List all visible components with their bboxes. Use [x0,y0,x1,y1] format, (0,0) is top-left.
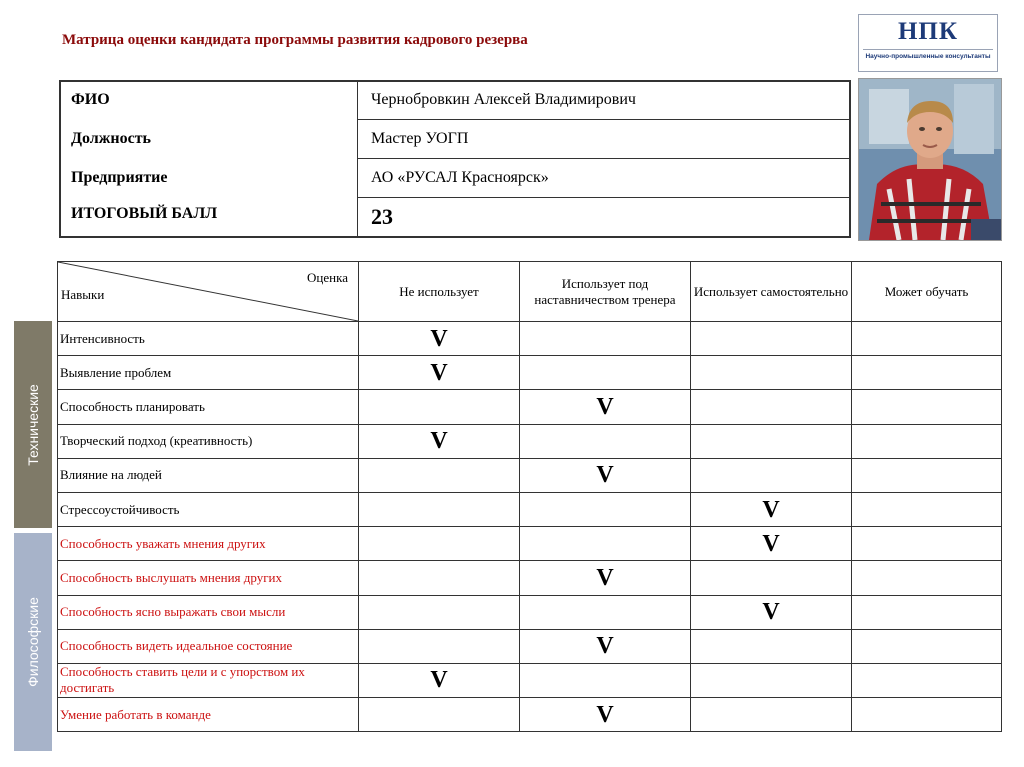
company-label: Предприятие [71,169,168,186]
column-header: Использует самостоятельно [691,262,852,322]
rating-cell [691,390,852,424]
rating-cell [691,322,852,356]
group-technical [14,321,52,528]
rating-check-mark: V [691,595,852,629]
logo-subtitle: Научно-промышленные консультанты [863,49,993,60]
score-value: 23 [371,204,393,229]
fio-label: ФИО [71,91,110,108]
rating-check-mark: V [520,698,691,732]
rating-cell [852,492,1002,526]
corner-label-rating: Оценка [307,270,348,285]
rating-check-mark: V [520,561,691,595]
info-row-divider [357,158,849,159]
rating-cell [359,698,520,732]
skill-name: Способность ставить цели и с упорством их достигать [58,663,359,697]
table-row [58,322,1002,356]
candidate-photo-image [859,79,1001,240]
table-row [58,527,1002,561]
column-header: Может обучать [852,262,1002,322]
table-row [58,390,1002,424]
group-philosophical [14,533,52,751]
rating-check-mark: V [520,629,691,663]
skill-name: Стрессоустойчивость [58,492,359,526]
table-row [58,698,1002,732]
matrix-header-row [58,262,1002,322]
rating-cell [520,356,691,390]
rating-cell [520,527,691,561]
skill-name: Способность выслушать мнения других [58,561,359,595]
skill-name: Влияние на людей [58,458,359,492]
position-value: Мастер УОГП [371,130,469,147]
rating-cell [691,629,852,663]
rating-cell [852,458,1002,492]
rating-cell [359,390,520,424]
rating-check-mark: V [691,527,852,561]
column-header: Не использует [359,262,520,322]
skill-name: Способность видеть идеальное состояние [58,629,359,663]
rating-check-mark: V [520,390,691,424]
rating-cell [691,424,852,458]
rating-cell [691,561,852,595]
skills-matrix [57,261,1002,732]
skill-name: Выявление проблем [58,356,359,390]
rating-cell [852,322,1002,356]
rating-check-mark: V [359,424,520,458]
rating-cell [852,424,1002,458]
table-row [58,663,1002,697]
table-row [58,561,1002,595]
corner-label-skills: Навыки [61,287,105,302]
info-row-divider [357,119,849,120]
skill-name: Способность уважать мнения других [58,527,359,561]
page-title: Матрица оценки кандидата программы развития кадрового резерва [62,32,528,48]
rating-cell [691,663,852,697]
info-row-divider [357,197,849,198]
rating-cell [691,458,852,492]
rating-check-mark: V [359,663,520,697]
rating-cell [852,629,1002,663]
logo-text: НПК [897,18,959,45]
candidate-info-table [59,80,851,238]
table-row [58,629,1002,663]
rating-cell [852,390,1002,424]
rating-cell [852,663,1002,697]
rating-cell [520,322,691,356]
rating-cell [359,458,520,492]
company-value: АО «РУСАЛ Красноярск» [371,169,549,186]
rating-cell [359,527,520,561]
rating-cell [852,561,1002,595]
rating-cell [359,595,520,629]
table-row [58,458,1002,492]
group-technical-label: Технические [25,383,41,466]
table-row [58,492,1002,526]
column-header: Использует под наставничеством тренера [520,262,691,322]
rating-cell [852,595,1002,629]
rating-cell [520,663,691,697]
skill-name: Способность ясно выражать свои мысли [58,595,359,629]
rating-cell [359,492,520,526]
info-divider [357,82,358,236]
rating-cell [852,698,1002,732]
fio-value: Чернобровкин Алексей Владимирович [371,91,636,108]
matrix-body [58,322,1002,732]
rating-cell [520,492,691,526]
skill-name: Умение работать в команде [58,698,359,732]
rating-cell [691,698,852,732]
rating-cell [520,595,691,629]
rating-cell [852,527,1002,561]
rating-cell [359,629,520,663]
company-logo [858,14,998,72]
skill-name: Творческий подход (креативность) [58,424,359,458]
score-label: ИТОГОВЫЙ БАЛЛ [71,205,218,222]
rating-cell [520,424,691,458]
skill-name: Интенсивность [58,322,359,356]
rating-check-mark: V [520,458,691,492]
table-row [58,424,1002,458]
rating-check-mark: V [691,492,852,526]
rating-check-mark: V [359,322,520,356]
table-row [58,356,1002,390]
rating-cell [359,561,520,595]
position-label: Должность [71,130,152,147]
rating-check-mark: V [359,356,520,390]
group-philosophical-label: Философские [25,597,41,687]
table-row [58,595,1002,629]
rating-cell [691,356,852,390]
candidate-photo [858,78,1002,241]
rating-cell [852,356,1002,390]
matrix-corner [58,262,359,322]
skill-name: Способность планировать [58,390,359,424]
